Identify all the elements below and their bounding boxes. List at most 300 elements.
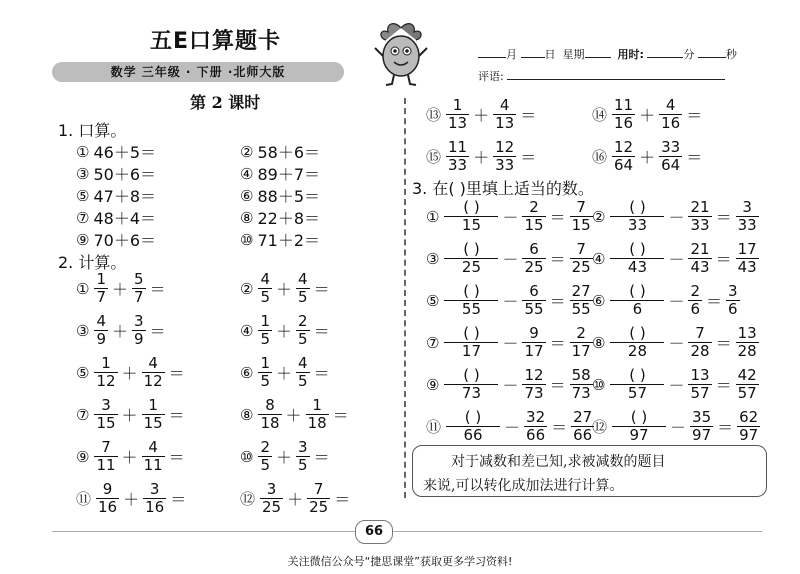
addend-fraction <box>143 482 166 515</box>
answer-blank[interactable]: ( ) <box>629 324 646 342</box>
fill-blank-item <box>426 284 594 317</box>
fill-blank-item <box>592 284 741 317</box>
difference-fraction <box>570 284 593 317</box>
expression: 71＋2＝ <box>257 231 320 250</box>
addend-fraction <box>296 272 310 305</box>
denominator: 33 <box>737 216 757 234</box>
denominator: 11 <box>96 456 116 474</box>
equals-sign: ＝ <box>168 406 185 425</box>
numerator: 32 <box>526 408 546 426</box>
denominator: 25 <box>571 258 591 276</box>
equals-sign: ＝ <box>551 418 568 437</box>
numerator: 3 <box>742 198 752 216</box>
numerator: 2 <box>576 324 586 342</box>
subtrahend-fraction <box>524 410 547 443</box>
denominator: 33 <box>448 156 468 174</box>
item-number: ⑯ <box>592 148 608 166</box>
addend-fraction <box>94 356 117 389</box>
numerator: 13 <box>737 324 757 342</box>
numerator: 11 <box>614 96 634 114</box>
unknown-fraction <box>610 368 664 401</box>
plus-sign: ＋ <box>285 406 302 425</box>
fill-blank-item <box>426 326 594 359</box>
section1-heading: 1. 口算。 <box>58 121 127 140</box>
denominator: 7 <box>134 288 144 306</box>
answer-blank[interactable]: ( ) <box>463 198 480 216</box>
expression: 48＋4＝ <box>93 209 156 228</box>
denominator: 28 <box>610 342 664 359</box>
fraction-calc-item <box>240 440 333 473</box>
fraction-calc-item <box>240 314 333 347</box>
comment-blank[interactable] <box>507 69 725 80</box>
denominator: 15 <box>524 216 544 234</box>
section3-heading: 3. 在( )里填上适当的数。 <box>412 179 594 198</box>
fill-blank-item <box>426 242 594 275</box>
equals-sign: ＝ <box>168 364 185 383</box>
equals-sign: ＝ <box>706 292 723 311</box>
denominator: 25 <box>309 498 329 516</box>
difference-fraction <box>570 242 593 275</box>
numerator: 21 <box>690 240 710 258</box>
denominator: 16 <box>145 498 165 516</box>
denominator: 55 <box>571 300 591 318</box>
numerator: 3 <box>101 396 111 414</box>
subtrahend-fraction <box>688 242 711 275</box>
numerator: 7 <box>101 438 111 456</box>
addend-fraction <box>132 314 146 347</box>
answer-blank[interactable]: ( ) <box>629 240 646 258</box>
subject-banner: 数学 三年级 · 下册 ·北师大版 <box>52 62 344 82</box>
addend-fraction <box>612 98 635 131</box>
footer-note: 关注微信公众号“捷思课堂”获取更多学习资料! <box>287 555 513 568</box>
difference-fraction <box>736 242 759 275</box>
item-number: ⑦ <box>426 333 440 352</box>
item-number: ④ <box>240 164 254 183</box>
time-label: 用时: <box>617 48 644 61</box>
answer-blank[interactable]: ( ) <box>463 240 480 258</box>
mental-math-item <box>76 206 156 229</box>
numerator: 17 <box>737 240 757 258</box>
denominator: 5 <box>260 372 270 390</box>
denominator: 16 <box>661 114 681 132</box>
plus-sign: ＋ <box>121 448 138 467</box>
plus-sign: ＋ <box>473 148 490 167</box>
weekday-blank[interactable] <box>585 47 611 58</box>
answer-blank[interactable]: ( ) <box>464 408 482 426</box>
unknown-fraction <box>444 200 498 233</box>
denominator: 57 <box>737 384 757 402</box>
equals-sign: ＝ <box>715 376 732 395</box>
answer-blank[interactable]: ( ) <box>629 282 646 300</box>
item-number: ⑧ <box>240 208 254 227</box>
fraction-calc-item <box>426 140 539 173</box>
fill-blank-item <box>592 410 761 443</box>
unknown-fraction <box>610 326 664 359</box>
minus-sign: － <box>670 418 687 437</box>
denominator: 5 <box>260 288 270 306</box>
plus-sign: ＋ <box>112 322 129 341</box>
denominator: 97 <box>692 426 712 444</box>
subtrahend-fraction <box>522 242 545 275</box>
plus-sign: ＋ <box>287 490 304 509</box>
denominator: 11 <box>143 456 163 474</box>
addend-fraction <box>94 440 117 473</box>
equals-sign: ＝ <box>715 250 732 269</box>
denominator: 5 <box>298 456 308 474</box>
numerator: 4 <box>665 96 676 114</box>
numerator: 58 <box>571 366 591 384</box>
unknown-fraction <box>610 242 664 275</box>
mental-math-item <box>76 184 156 207</box>
difference-fraction <box>726 284 740 317</box>
denominator: 18 <box>260 414 280 432</box>
month-blank[interactable] <box>478 47 506 58</box>
item-number: ⑥ <box>240 363 254 382</box>
equals-sign: ＝ <box>149 280 166 299</box>
denominator: 97 <box>739 426 759 444</box>
denominator: 25 <box>444 258 498 275</box>
section2-heading: 2. 计算。 <box>58 253 127 272</box>
item-number: ⑨ <box>76 447 90 466</box>
fraction-calc-item <box>76 398 188 431</box>
difference-fraction <box>570 326 593 359</box>
answer-blank[interactable]: ( ) <box>629 366 646 384</box>
equals-sign: ＝ <box>549 208 566 227</box>
numerator: 33 <box>661 138 681 156</box>
fill-blank-item <box>426 200 594 233</box>
denominator: 16 <box>98 498 118 516</box>
fill-blank-item <box>426 410 595 443</box>
denominator: 57 <box>610 384 664 401</box>
numerator: 7 <box>576 198 586 216</box>
equals-sign: ＝ <box>520 148 537 167</box>
numerator: 2 <box>690 282 701 300</box>
column-divider <box>404 98 406 498</box>
difference-fraction <box>736 368 759 401</box>
unknown-fraction <box>444 242 498 275</box>
denominator: 9 <box>96 330 106 348</box>
minus-sign: － <box>502 334 519 353</box>
numerator: 1 <box>96 270 106 288</box>
item-number: ② <box>592 207 606 226</box>
denominator: 7 <box>96 288 106 306</box>
subtrahend-fraction <box>522 368 545 401</box>
expression: 58＋6＝ <box>257 143 320 162</box>
item-number: ⑤ <box>426 291 440 310</box>
addend-fraction <box>296 440 310 473</box>
answer-blank[interactable]: ( ) <box>463 366 480 384</box>
equals-sign: ＝ <box>313 322 330 341</box>
addend-fraction <box>258 398 281 431</box>
equals-sign: ＝ <box>313 280 330 299</box>
denominator: 13 <box>495 114 515 132</box>
equals-sign: ＝ <box>717 418 734 437</box>
addend-fraction <box>132 272 146 305</box>
item-number: ③ <box>76 164 90 183</box>
numerator: 3 <box>266 480 277 498</box>
numerator: 6 <box>529 282 539 300</box>
addend-fraction <box>94 398 117 431</box>
comment-label: 评语: <box>478 70 504 83</box>
denominator: 97 <box>612 426 666 443</box>
fraction-calc-item <box>240 272 333 305</box>
fraction-calc-item <box>240 482 353 515</box>
item-number: ② <box>240 142 254 161</box>
numerator: 3 <box>149 480 160 498</box>
item-number: ③ <box>76 321 90 340</box>
item-number: ⑩ <box>592 375 606 394</box>
numerator: 1 <box>452 96 463 114</box>
difference-fraction <box>736 200 759 233</box>
denominator: 43 <box>737 258 757 276</box>
difference-fraction <box>736 326 759 359</box>
numerator: 4 <box>298 354 308 372</box>
fraction-calc-item <box>76 356 188 389</box>
tip-line-1: 对于减数和差已知,求被减数的题目 <box>451 454 666 470</box>
difference-fraction <box>570 368 593 401</box>
equals-sign: ＝ <box>715 208 732 227</box>
unknown-fraction <box>446 410 500 443</box>
item-number: ⑪ <box>426 418 442 436</box>
minus-sign: － <box>502 376 519 395</box>
equals-sign: ＝ <box>549 334 566 353</box>
equals-sign: ＝ <box>168 448 185 467</box>
denominator: 17 <box>444 342 498 359</box>
equals-sign: ＝ <box>686 106 703 125</box>
answer-blank[interactable]: ( ) <box>630 408 648 426</box>
addend-fraction <box>307 482 330 515</box>
difference-fraction <box>737 410 760 443</box>
item-number: ⑫ <box>240 490 256 508</box>
plus-sign: ＋ <box>639 148 656 167</box>
equals-sign: ＝ <box>686 148 703 167</box>
denominator: 55 <box>444 300 498 317</box>
unknown-fraction <box>610 284 664 317</box>
numerator: 5 <box>134 270 144 288</box>
difference-fraction <box>571 410 594 443</box>
mental-math-item <box>76 140 156 163</box>
plus-sign: ＋ <box>276 364 293 383</box>
item-number: ⑮ <box>426 148 442 166</box>
fill-blank-item <box>592 368 760 401</box>
page-number: 66 <box>355 520 393 544</box>
denominator: 15 <box>143 414 163 432</box>
unknown-fraction <box>612 410 666 443</box>
denominator: 66 <box>446 426 500 443</box>
denominator: 15 <box>571 216 591 234</box>
card-title: 五E口算题卡 <box>150 29 282 54</box>
numerator: 12 <box>614 138 634 156</box>
numerator: 4 <box>148 438 158 456</box>
subtrahend-fraction <box>688 326 711 359</box>
denominator: 9 <box>134 330 144 348</box>
item-number: ⑩ <box>240 230 254 249</box>
fraction-calc-item <box>240 356 333 389</box>
numerator: 7 <box>313 480 324 498</box>
addend-fraction <box>612 140 635 173</box>
second-blank[interactable] <box>698 47 726 58</box>
minute-blank[interactable] <box>647 47 683 58</box>
minute-label: 分 <box>683 48 695 61</box>
minus-sign: － <box>668 292 685 311</box>
numerator: 4 <box>148 354 158 372</box>
day-label: 日 <box>544 48 556 61</box>
numerator: 13 <box>690 366 710 384</box>
denominator: 15 <box>96 414 116 432</box>
item-number: ① <box>426 207 440 226</box>
plus-sign: ＋ <box>639 106 656 125</box>
item-number: ⑦ <box>76 405 90 424</box>
addend-fraction <box>493 140 516 173</box>
second-label: 秒 <box>725 48 737 61</box>
lesson-title: 第 2 课时 <box>190 93 261 112</box>
numerator: 2 <box>260 438 270 456</box>
numerator: 12 <box>524 366 544 384</box>
denominator: 25 <box>262 498 282 516</box>
denominator: 15 <box>444 216 498 233</box>
tip-line-2: 来说,可以转化成加法进行计算。 <box>423 478 624 494</box>
expression: 70＋6＝ <box>93 231 156 250</box>
plus-sign: ＋ <box>121 406 138 425</box>
plus-sign: ＋ <box>121 364 138 383</box>
numerator: 8 <box>265 396 275 414</box>
tip-box <box>412 445 767 497</box>
denominator: 6 <box>728 300 738 318</box>
denominator: 18 <box>307 414 327 432</box>
fraction-calc-item <box>240 398 352 431</box>
denominator: 17 <box>524 342 544 360</box>
denominator: 13 <box>448 114 468 132</box>
equals-sign: ＝ <box>149 322 166 341</box>
denominator: 5 <box>298 372 308 390</box>
mental-math-item <box>240 162 320 185</box>
item-number: ⑦ <box>76 208 90 227</box>
item-number: ③ <box>426 249 440 268</box>
fill-blank-item <box>426 368 594 401</box>
addend-fraction <box>493 98 516 131</box>
addend-fraction <box>446 98 469 131</box>
addend-fraction <box>142 440 165 473</box>
denominator: 28 <box>737 342 757 360</box>
minus-sign: － <box>504 418 521 437</box>
numerator: 7 <box>576 240 586 258</box>
equals-sign: ＝ <box>332 406 349 425</box>
addend-fraction <box>258 440 272 473</box>
numerator: 3 <box>298 438 308 456</box>
addend-fraction <box>306 398 329 431</box>
denominator: 66 <box>573 426 593 444</box>
numerator: 1 <box>312 396 322 414</box>
item-number: ⑨ <box>76 230 90 249</box>
addend-fraction <box>260 482 283 515</box>
equals-sign: ＝ <box>520 106 537 125</box>
minus-sign: － <box>668 208 685 227</box>
denominator: 5 <box>298 330 308 348</box>
denominator: 43 <box>610 258 664 275</box>
numerator: 2 <box>298 312 308 330</box>
numerator: 1 <box>148 396 158 414</box>
numerator: 2 <box>529 198 539 216</box>
minus-sign: － <box>668 334 685 353</box>
numerator: 4 <box>499 96 510 114</box>
item-number: ④ <box>240 321 254 340</box>
addend-fraction <box>96 482 119 515</box>
numerator: 4 <box>298 270 308 288</box>
answer-blank[interactable]: ( ) <box>463 282 480 300</box>
unknown-fraction <box>444 368 498 401</box>
day-blank[interactable] <box>521 47 545 58</box>
date-time-line <box>478 46 737 62</box>
weekday-label: 星期 <box>562 48 585 61</box>
unknown-fraction <box>444 284 498 317</box>
expression: 22＋8＝ <box>257 209 320 228</box>
item-number: ⑪ <box>76 490 92 508</box>
numerator: 1 <box>260 312 270 330</box>
item-number: ① <box>76 279 90 298</box>
subtrahend-fraction <box>690 410 713 443</box>
plus-sign: ＋ <box>276 448 293 467</box>
subtrahend-fraction <box>522 200 545 233</box>
answer-blank[interactable]: ( ) <box>463 324 480 342</box>
denominator: 33 <box>495 156 515 174</box>
denominator: 16 <box>614 114 634 132</box>
denominator: 5 <box>298 288 308 306</box>
addend-fraction <box>659 98 682 131</box>
denominator: 6 <box>610 300 664 317</box>
numerator: 6 <box>529 240 539 258</box>
equals-sign: ＝ <box>549 376 566 395</box>
mental-math-item <box>76 162 156 185</box>
expression: 47＋8＝ <box>93 187 156 206</box>
denominator: 66 <box>526 426 546 444</box>
plus-sign: ＋ <box>276 322 293 341</box>
denominator: 64 <box>661 156 681 174</box>
mental-math-item <box>240 184 320 207</box>
mental-math-item <box>240 206 320 229</box>
subtrahend-fraction <box>688 368 711 401</box>
minus-sign: － <box>502 208 519 227</box>
item-number: ⑨ <box>426 375 440 394</box>
numerator: 7 <box>695 324 705 342</box>
expression: 89＋7＝ <box>257 165 320 184</box>
equals-sign: ＝ <box>170 490 187 509</box>
denominator: 57 <box>690 384 710 402</box>
numerator: 62 <box>739 408 759 426</box>
item-number: ② <box>240 279 254 298</box>
numerator: 1 <box>101 354 111 372</box>
addend-fraction <box>94 272 108 305</box>
item-number: ⑥ <box>240 186 254 205</box>
addend-fraction <box>94 314 108 347</box>
item-number: ⑫ <box>592 418 608 436</box>
addend-fraction <box>446 140 469 173</box>
equals-sign: ＝ <box>334 490 351 509</box>
unknown-fraction <box>610 200 664 233</box>
expression: 46＋5＝ <box>93 143 156 162</box>
denominator: 5 <box>260 330 270 348</box>
equals-sign: ＝ <box>715 334 732 353</box>
addend-fraction <box>142 356 165 389</box>
plus-sign: ＋ <box>276 280 293 299</box>
numerator: 11 <box>448 138 468 156</box>
denominator: 12 <box>96 372 116 390</box>
denominator: 28 <box>690 342 710 360</box>
item-number: ⑤ <box>76 363 90 382</box>
expression: 50＋6＝ <box>93 165 156 184</box>
answer-blank[interactable]: ( ) <box>629 198 646 216</box>
denominator: 33 <box>690 216 710 234</box>
numerator: 42 <box>737 366 757 384</box>
